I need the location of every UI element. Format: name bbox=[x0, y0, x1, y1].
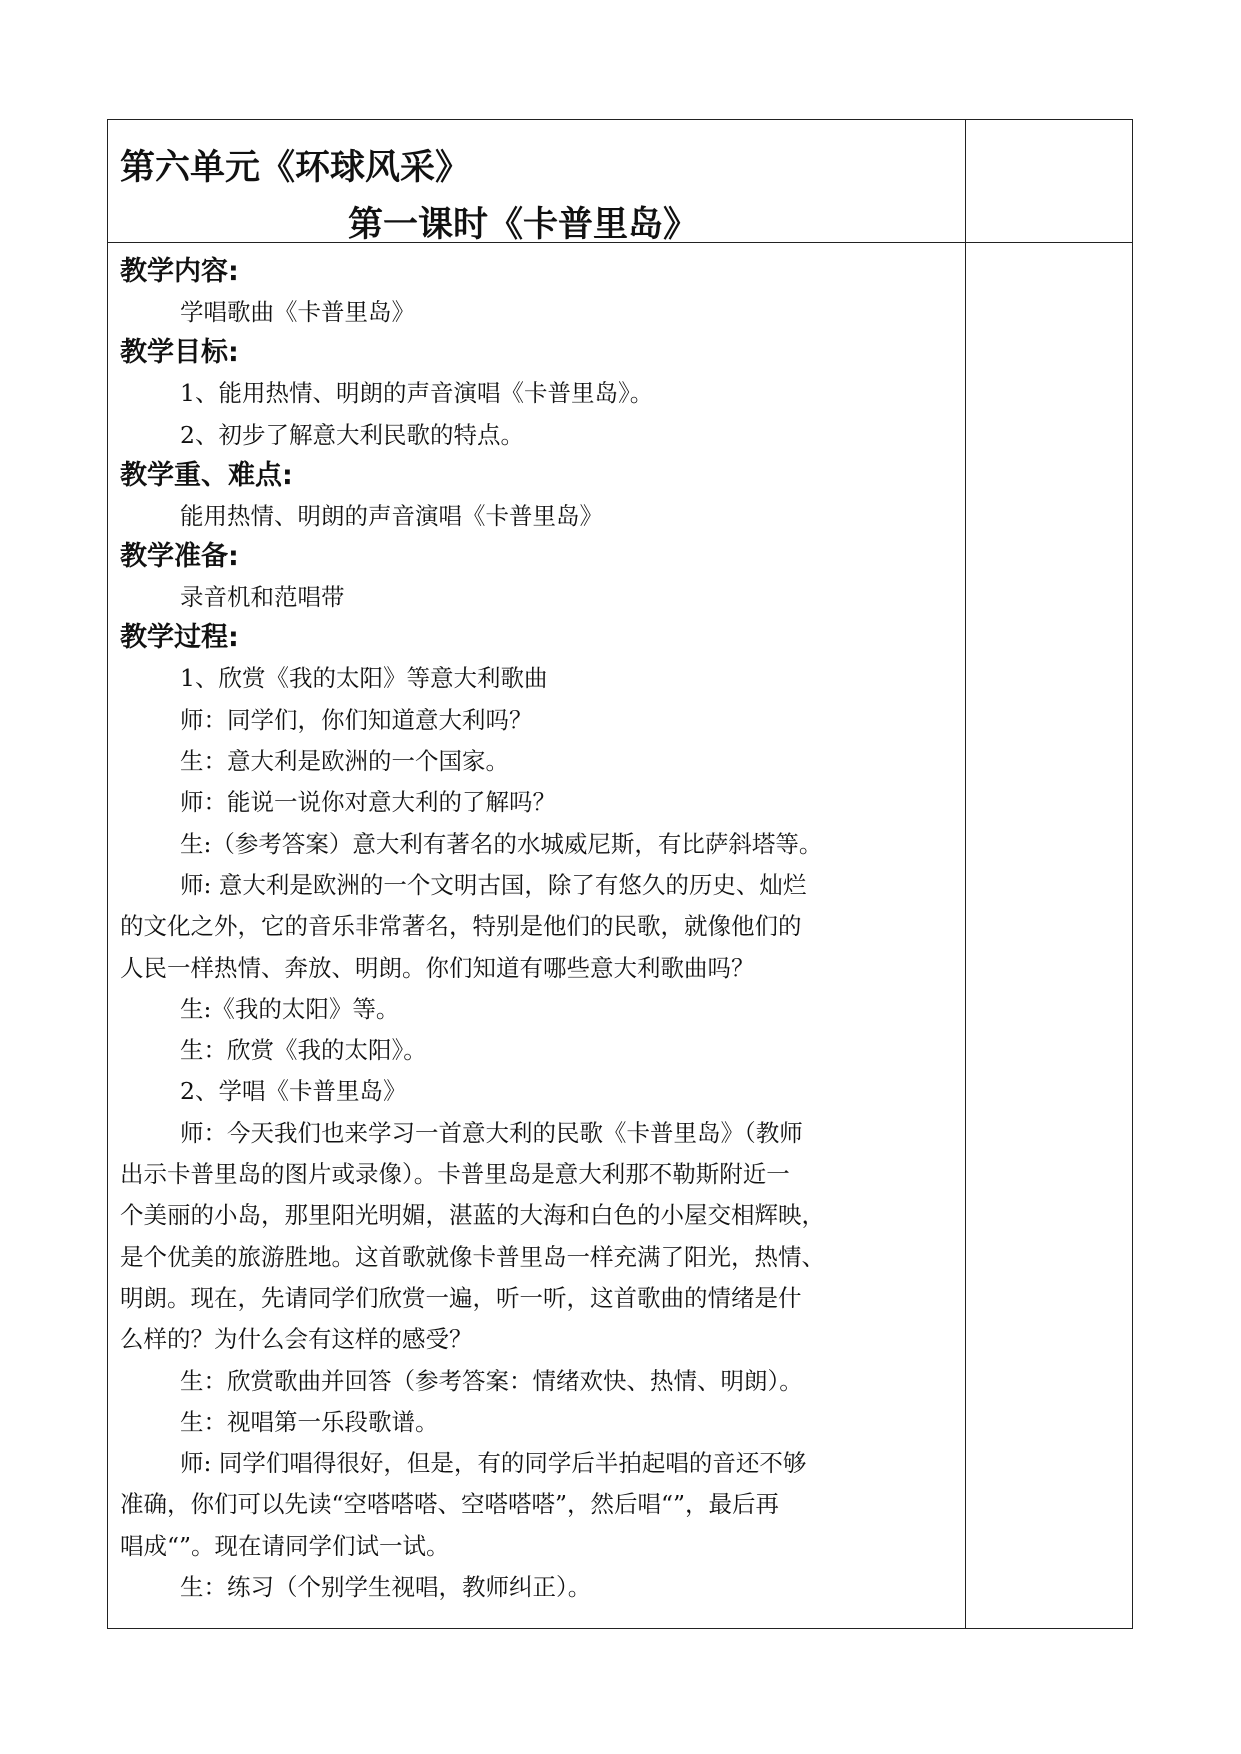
text-line: 么样的？为什么会有这样的感受？ bbox=[120, 1325, 473, 1354]
text-line: 师：同学们，你们知道意大利吗？ bbox=[180, 705, 533, 734]
text-line: 生：练习（个别学生视唱，教师纠正）。 bbox=[180, 1573, 592, 1602]
text-line: 能用热情、明朗的声音演唱《卡普里岛》 bbox=[180, 501, 603, 530]
text-line: 师：能说一说你对意大利的了解吗？ bbox=[180, 788, 556, 817]
section-heading-key-points: 教学重、难点: bbox=[120, 459, 293, 491]
text-line: 生:《我的太阳》等。 bbox=[180, 994, 400, 1023]
text-line: 人民一样热情、奔放、明朗。你们知道有哪些意大利歌曲吗？ bbox=[120, 953, 755, 982]
lesson-plan-body bbox=[120, 252, 956, 1608]
section-heading-process: 教学过程: bbox=[120, 622, 239, 654]
text-line: 学唱歌曲《卡普里岛》 bbox=[180, 298, 415, 326]
text-line: 1、欣赏《我的太阳》等意大利歌曲 bbox=[180, 664, 548, 693]
text-line: 的文化之外，它的音乐非常著名，特别是他们的民歌，就像他们的 bbox=[120, 912, 802, 941]
text-line: 师: 意大利是欧洲的一个文明古国，除了有悠久的历史、灿烂 bbox=[180, 870, 807, 899]
text-line: 是个优美的旅游胜地。这首歌就像卡普里岛一样充满了阳光，热情、 bbox=[120, 1242, 825, 1271]
text-line: 出示卡普里岛的图片或录像）。卡普里岛是意大利那不勒斯附近一 bbox=[120, 1160, 790, 1189]
text-line: 明朗。现在，先请同学们欣赏一遍，听一听，这首歌曲的情绪是什 bbox=[120, 1283, 802, 1312]
section-heading-content: 教学内容: bbox=[120, 256, 239, 287]
section-heading-preparation: 教学准备: bbox=[120, 541, 239, 573]
text-line: 准确，你们可以先读“空嗒嗒嗒、空嗒嗒嗒”，然后唱“”，最后再 bbox=[120, 1490, 780, 1519]
text-line: 生：欣赏《我的太阳》。 bbox=[180, 1036, 427, 1065]
text-line: 生：欣赏歌曲并回答（参考答案：情绪欢快、热情、明朗）。 bbox=[180, 1366, 803, 1395]
text-line: 2、学唱《卡普里岛》 bbox=[180, 1077, 407, 1106]
text-line: 生：意大利是欧洲的一个国家。 bbox=[180, 747, 509, 776]
text-line: 师: 同学们唱得很好，但是，有的同学后半拍起唱的音还不够 bbox=[180, 1449, 807, 1478]
text-line: 1、能用热情、明朗的声音演唱《卡普里岛》。 bbox=[180, 379, 654, 408]
section-heading-goals: 教学目标: bbox=[120, 337, 239, 369]
unit-title: 第六单元《环球风采》 bbox=[120, 148, 471, 188]
table-column-divider bbox=[965, 119, 966, 1629]
text-line: 生：视唱第一乐段歌谱。 bbox=[180, 1407, 439, 1436]
text-line: 唱成“”。现在请同学们试一试。 bbox=[120, 1531, 450, 1560]
text-line: 2、初步了解意大利民歌的特点。 bbox=[180, 420, 524, 449]
text-line: 师：今天我们也来学习一首意大利的民歌《卡普里岛》（教师 bbox=[180, 1118, 803, 1147]
text-line: 生:（参考答案）意大利有著名的水城威尼斯，有比萨斜塔等。 bbox=[180, 829, 823, 858]
text-line: 录音机和范唱带 bbox=[180, 583, 345, 612]
lesson-title: 第一课时《卡普里岛》 bbox=[348, 205, 699, 245]
text-line: 个美丽的小岛，那里阳光明媚，湛蓝的大海和白色的小屋交相辉映， bbox=[120, 1201, 825, 1230]
